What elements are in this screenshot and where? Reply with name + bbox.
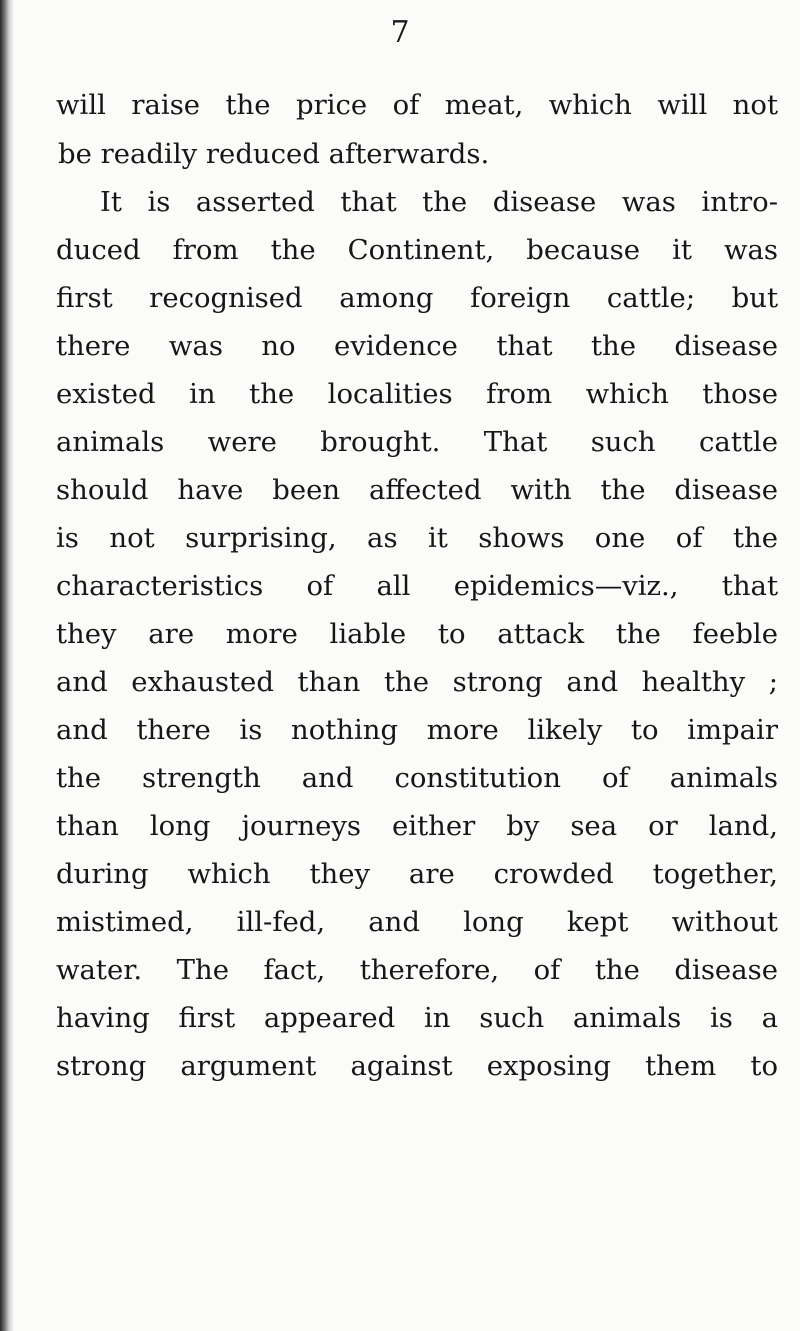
text-line: strong argument against exposing them to [56,1050,778,1082]
text-line: there was no evidence that the disease [56,330,778,362]
text-line: mistimed, ill-fed, and long kept without [56,906,778,938]
text-line: It is asserted that the disease was intro- [100,186,778,218]
text-line: the strength and constitution of animals [56,762,778,794]
text-line: they are more liable to attack the feeble [56,618,778,650]
text-line: first recognised among foreign cattle; but [56,282,778,314]
text-line: should have been affected with the disease [56,474,778,506]
text-line: than long journeys either by sea or land, [56,810,778,842]
text-line: and exhausted than the strong and healthy ; [56,666,778,698]
text-line: during which they are crowded together, [56,858,778,890]
text-line: be readily reduced afterwards. [58,138,490,170]
text-line: will raise the price of meat, which will not [56,89,778,121]
text-line: having first appeared in such animals is a [56,1002,778,1034]
page-number: 7 [390,15,410,50]
text-line: is not surprising, as it shows one of the [56,522,778,554]
text-line: animals were brought. That such cattle [56,426,778,458]
text-line: water. The fact, therefore, of the disease [56,954,778,986]
text-line: duced from the Continent, because it was [56,234,778,266]
text-line: and there is nothing more likely to impair [56,714,778,746]
text-line: existed in the localities from which those [56,378,778,410]
text-line: characteristics of all epidemics—viz., that [56,570,778,602]
